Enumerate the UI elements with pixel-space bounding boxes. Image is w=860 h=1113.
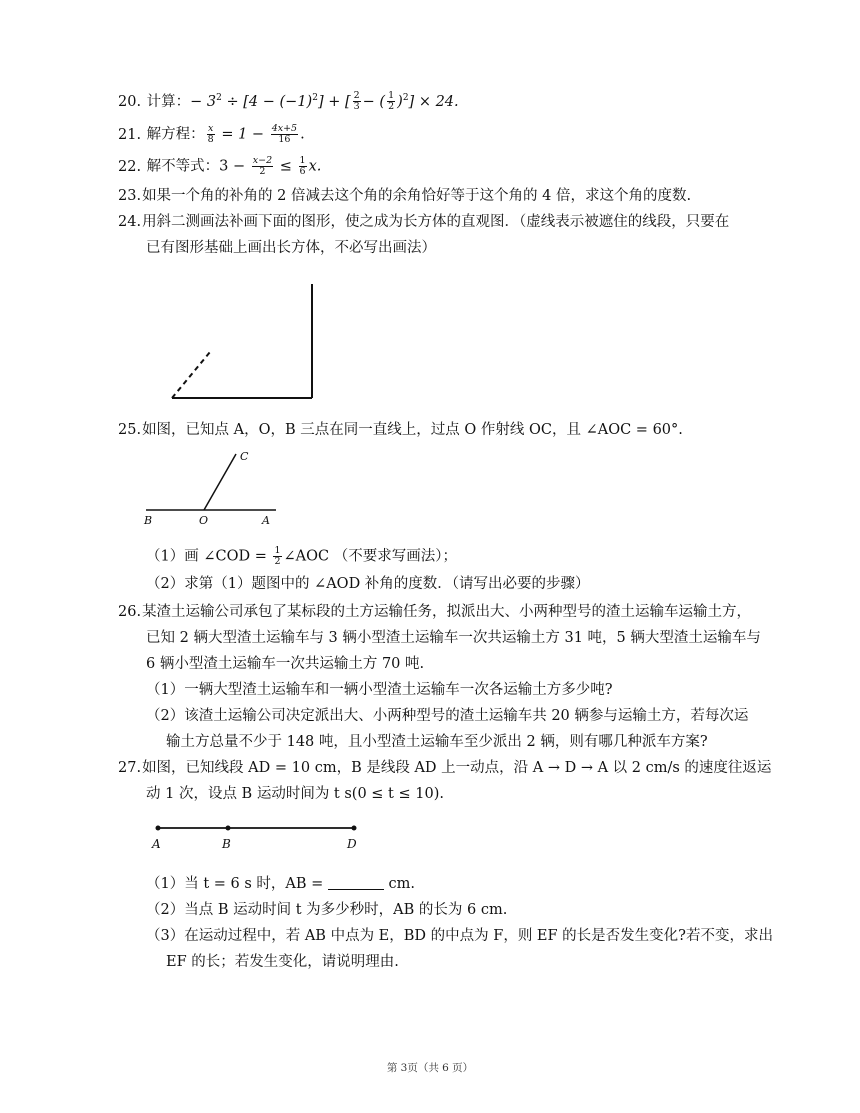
question-26-part-1: （1）一辆大型渣土运输车和一辆小型渣土运输车一次各运输土方多少吨? <box>146 682 613 698</box>
segment-figure <box>146 816 376 866</box>
page-footer: 第 3页（共 6 页） <box>386 1062 474 1074</box>
fraction: $\frac{2}{3}$ <box>353 90 360 113</box>
ray-oc <box>204 454 236 510</box>
fraction: $\frac{1}{2}$ <box>388 90 395 113</box>
question-27-part-3: （3）在运动过程中，若 AB 中点为 E，BD 的中点为 F，则 EF 的长是否发生变化?若不变，求出 <box>146 928 773 944</box>
question-27-part-1: （1）当 t = 6 s 时，AB = cm. <box>146 876 416 892</box>
fraction: $\frac{1}{2}$ <box>274 545 281 567</box>
fraction: $\frac{x-2}{2}$ <box>252 155 273 177</box>
question-24-cont: 已有图形基础上画出长方体，不必写出画法） <box>146 240 436 256</box>
question-24: 24.用斜二测画法补画下面的图形，使之成为长方体的直观图．（虚线表示被遮住的线段，只要在 <box>118 214 730 230</box>
question-27-part-2: （2）当点 B 运动时间 t 为多少秒时，AB 的长为 6 cm. <box>146 902 508 918</box>
document-page: 20. 计算：− $3^2 \div [4 - (-1)^2]$ + [ $\frac{2}{3}$ − ( $\frac{1}{2}$ )$^2$] × 24. 21. 解方程： $\frac{x}{8}$ = 1 − $\frac{4x+5}{16}$ . 22. 解不等式：3 − $\frac{x-2}{2}$ ≤ $\frac{1}{6}$ x. 23.如果一个角的补角的 2 倍减去这个角的余角恰好等于这个角的 4 倍，求这个角的度数. 24.用斜二测画法补画下面的图形，使之成为长方体的直观图．（虚线表示被遮住的线段，只要在 已有图形基础上画出长方体，不必写出画法） 25.如图，已知点 A，O，B 三点在同一直线上，过点 O 作射线 OC，且 ∠AOC = 60°. C B O A （1）画 ∠COD = $\frac{1}{2}$ ∠AOC （不要求写画法）； （2）求第（1）题图中的 ∠AOD 补角的度数．（请写出必要的步骤） 26.某渣土运输公司承包了某标段的土方运输任务，拟派出大、小两种型号的渣土运输车运输土方， 已知 2 辆大型渣土运输车与 3 辆小型渣土运输车一次共运输土方 31 吨，5 辆大型渣土运输车与 6 辆小型渣土运输车一次共运输土方 70 吨. （1）一辆大型渣土运输车和一辆小型渣土运输车一次各运输土方多少吨? （2）该渣土运输公司决定派出大、小两种型号的渣土运输车共 20 辆参与运输土方，若每次运 输土方总量不少于 148 吨，且小型渣土运输车至少派出 2 辆，则有哪几种派车方案? 27.如图，已知线段 AD = 10 cm，B 是线段 AD 上一动点，沿 A → D → A 以 2 cm/s 的速度往返运 动 1 次，设点 B 运动时间为 t s(0 ≤ t ≤ 10). A B D （1）当 t = 6 s 时，AB = cm. （2）当点 B 运动时间 t 为多少秒时，AB 的长为 6 cm. （3）在运动过程中，若 AB 中点为 E，BD 的中点为 F，则 EF 的长是否发生变化?若不变，求出 EF 的长；若发生变化，请说明理由. 第 3页（共 6 页） <box>0 0 860 1113</box>
label-o: O <box>199 514 209 527</box>
point-b <box>226 826 231 831</box>
angle-figure <box>140 448 290 528</box>
fraction: $\frac{x}{8}$ <box>207 123 214 145</box>
label-d: D <box>347 837 357 851</box>
point-a <box>156 826 161 831</box>
question-26: 26.某渣土运输公司承包了某标段的土方运输任务，拟派出大、小两种型号的渣土运输车运输土方， <box>118 604 752 620</box>
question-25-part-2: （2）求第（1）题图中的 ∠AOD 补角的度数．（请写出必要的步骤） <box>146 576 590 592</box>
label-b: B <box>144 514 153 527</box>
label-a: A <box>152 837 161 851</box>
question-20: 20. 计算：− $3^2 \div [4 - (-1)^2]$ + [ $\frac{2}{3}$ − ( $\frac{1}{2}$ )$^2$] × 24. <box>118 90 459 113</box>
question-25: 25.如图，已知点 A，O，B 三点在同一直线上，过点 O 作射线 OC，且 ∠AOC = 60°. <box>118 422 683 438</box>
fraction: $\frac{4x+5}{16}$ <box>271 123 298 145</box>
question-25-part-1: （1）画 ∠COD = $\frac{1}{2}$ ∠AOC （不要求写画法）； <box>146 545 457 567</box>
label-c: C <box>240 450 249 463</box>
label-a: A <box>262 514 270 527</box>
question-27: 27.如图，已知线段 AD = 10 cm，B 是线段 AD 上一动点，沿 A → D → A 以 2 cm/s 的速度往返运 <box>118 760 772 776</box>
question-23: 23.如果一个角的补角的 2 倍减去这个角的余角恰好等于这个角的 4 倍，求这个角的度数. <box>118 188 692 204</box>
point-d <box>352 826 357 831</box>
fraction: $\frac{1}{6}$ <box>299 155 306 177</box>
label-b: B <box>222 837 231 851</box>
question-26-part-2: （2）该渣土运输公司决定派出大、小两种型号的渣土运输车共 20 辆参与运输土方，若每次运 <box>146 708 749 724</box>
question-21: 21. 解方程： $\frac{x}{8}$ = 1 − $\frac{4x+5}{16}$ . <box>118 123 305 145</box>
dashed-oblique-edge <box>172 352 210 398</box>
cuboid-figure <box>140 280 340 420</box>
answer-blank[interactable] <box>328 875 384 890</box>
question-22: 22. 解不等式：3 − $\frac{x-2}{2}$ ≤ $\frac{1}{6}$ x. <box>118 155 322 177</box>
